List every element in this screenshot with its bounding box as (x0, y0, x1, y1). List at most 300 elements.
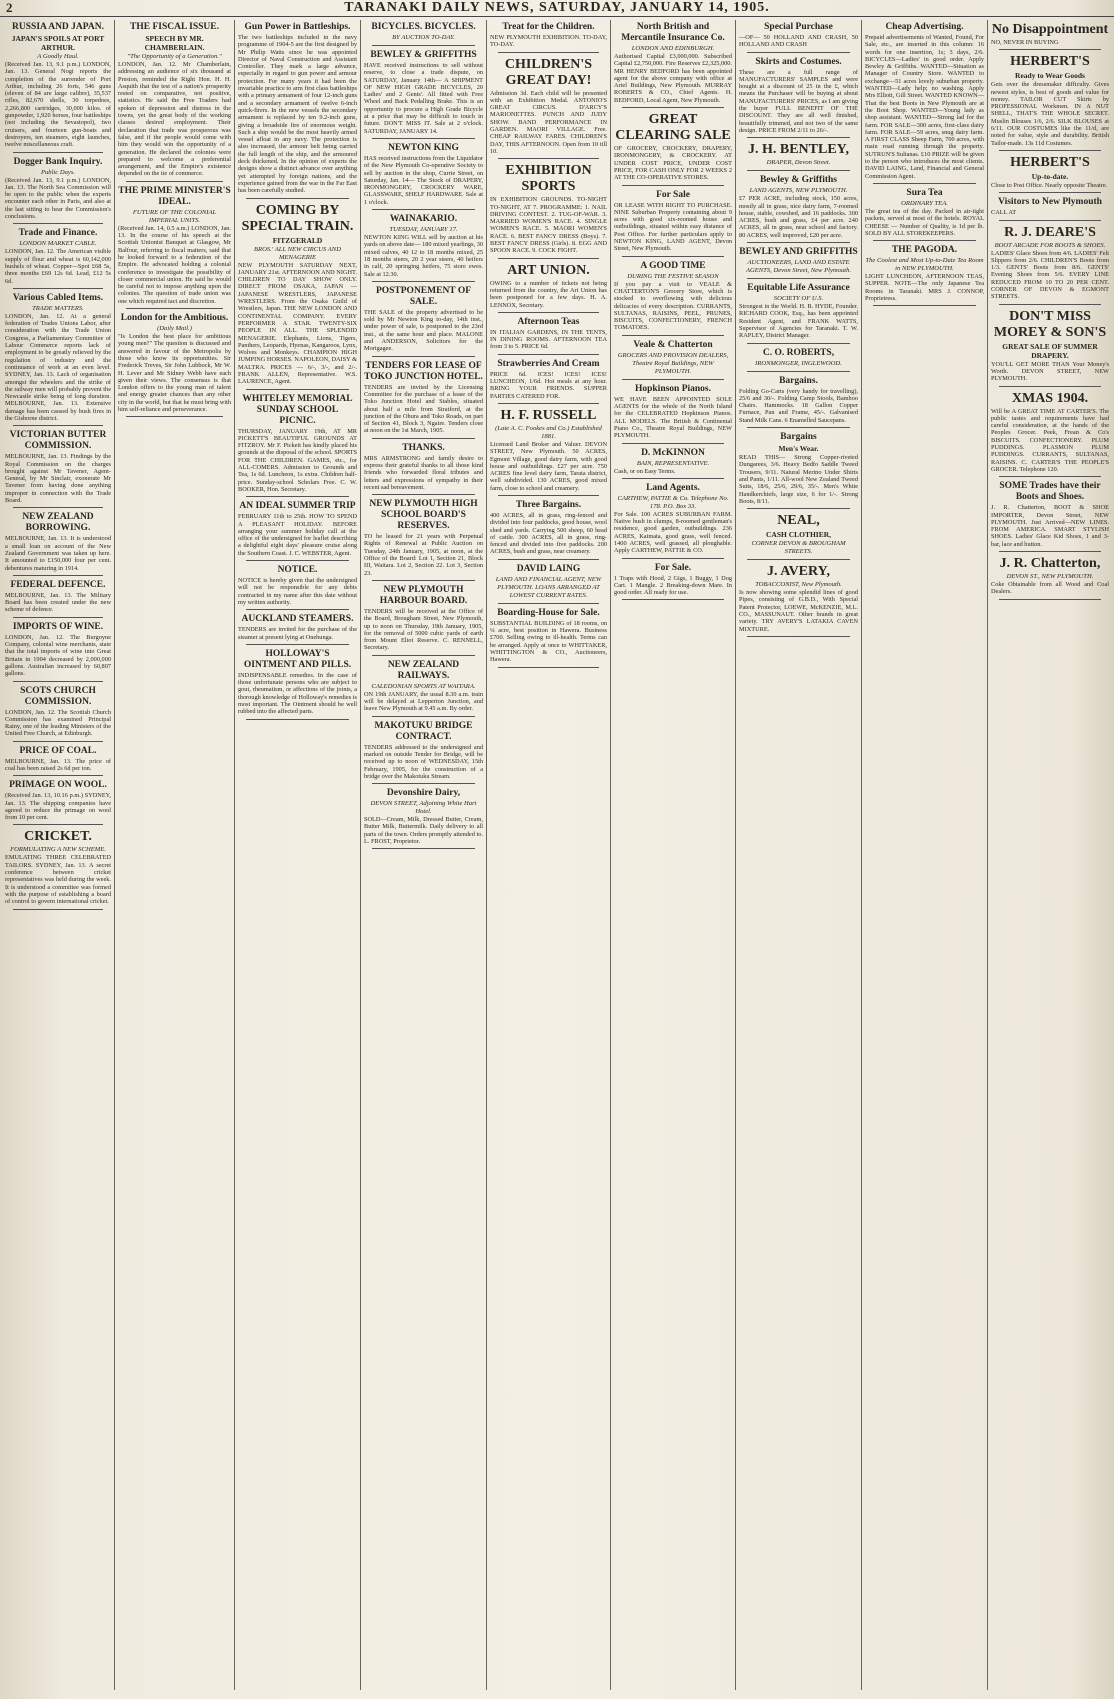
article-body: LADIES' Glace Shoes from 4/6. LADIES' Felt Slippers from 2/6. CHILDREN'S Boots from 1/3. GENTS' Boots from 8/6. GENTS' Evening Shoes from 5/6. EVERY LINE REDUCED FROM 10 TO 20 PER CENT. CORNER OF DEVON & EGMONT STREETS. (991, 249, 1109, 301)
column-rule (622, 379, 724, 380)
column-rule (246, 719, 349, 720)
article-body: 400 ACRES, all in grass, ring-fenced and divided into four paddocks, good house, wool shed and yards. Carrying 500 sheep, 60 head of cattle. 300 ACRES, all in grass, ring-fenced and divided into five paddocks. 200 ACRES, bush and grass, near creamery. (490, 511, 607, 556)
column-rule (498, 403, 599, 404)
article-heading: WHITELEY MEMORIAL SUNDAY SCHOOL PICNIC. (242, 393, 353, 426)
article-body: J. R. Chatterton, BOOT & SHOE IMPORTER, Devon Street, NEW PLYMOUTH. Just Arrived—NEW LINES. FROM AMERICA. SMART STYLISH SHOES. Ladies' Glace Kid Shoes, 1 and 3-bar, lace and button. (991, 504, 1109, 548)
column-rule (999, 150, 1101, 151)
column-rule (999, 49, 1101, 50)
article (364, 443, 483, 495)
article-heading: Land Agents. (646, 482, 700, 493)
article-body: Gets over the dressmaker difficulty. Gives newest styles, is best of goods and value for money. TAILOR CUT Skirts by PROFESSIONAL Workmen. IN A NUT SHELL, THAT'S THE WHOLE SECRET. Muslin Blouses 1/6, 2/6. SILK BLOUSES at 6/11. OUR COSTUMES like the 11/d, are noted for value, style and durability. British Tailor-made. 13s 11d Costumes. (991, 81, 1109, 147)
article-heading: Strawberries And Cream (497, 358, 600, 369)
article-subheading: CASH CLOTHIER, (765, 530, 831, 540)
article (364, 660, 483, 717)
article-body: FEBRUARY 11th to 25th. HOW TO SPEND A PLEASANT HOLIDAY. BEFORE arranging your summer holiday call at the office of the undersigned for leaflet describing a delightful eight days' pleasure cruise along the Southern Coast. J. C. WEBSTER, Agent. (238, 513, 357, 557)
article-heading: CHILDREN'S GREAT DAY! (504, 56, 593, 88)
column-rule (999, 192, 1101, 193)
article-kicker: DEVON ST., NEW PLYMOUTH. (1006, 572, 1094, 580)
masthead (0, 0, 1114, 17)
article-body: MELBOURNE, Jan. 13. Findings by the Royal Commission on the charges brought against Mr Tavener, Agent-General, by Mr Sinclair, exonerate Mr Tavener from having done anything improper in connection with the Trade Board. (5, 453, 111, 505)
article-heading: COMING BY SPECIAL TRAIN. (241, 202, 354, 234)
column-5 (487, 20, 611, 1690)
article-kicker: "The Opportunity of a Generation." (127, 53, 222, 60)
article (490, 317, 607, 355)
page-number: 2 (6, 0, 14, 15)
column-rule (246, 560, 349, 561)
article-heading: North British and Mercantile Insurance Co. (621, 22, 725, 43)
article (991, 197, 1109, 220)
column-rule (498, 354, 599, 355)
article-body: Cash, or on Easy Terms. (614, 467, 676, 475)
article-heading: NEW PLYMOUTH HARBOUR BOARD. (379, 584, 468, 606)
article (118, 186, 231, 309)
column-rule (372, 45, 475, 46)
article-kicker: TUESDAY, JANUARY 17. (389, 226, 458, 234)
article (739, 564, 858, 637)
column-rule (498, 258, 599, 259)
article-kicker: DEVON STREET, Adjoining White Hart Hotel. (370, 800, 477, 816)
article-heading: Equitable Life Assurance (747, 283, 850, 294)
article (238, 22, 357, 199)
article-heading: Three Bargains. (515, 499, 582, 510)
article (991, 481, 1109, 552)
article-heading: NOTICE. (277, 565, 318, 576)
article (364, 499, 483, 581)
column-rule (747, 52, 850, 53)
article (5, 228, 111, 288)
article-heading: HERBERT'S (1010, 154, 1090, 170)
article-body: ON 19th JANUARY, the usual 8.30 a.m. train will be delayed at Lepperton Junction, and leave New Plymouth at 9.45 a.m. By order. (364, 690, 483, 713)
column-rule (622, 443, 724, 444)
column-rule (13, 909, 103, 910)
article (364, 214, 483, 282)
article-heading: TENDERS FOR LEASE OF TOKO JUNCTION HOTEL. (364, 360, 483, 382)
article (5, 157, 111, 225)
article (5, 512, 111, 575)
article-heading: THE FISCAL ISSUE. (130, 22, 219, 32)
column-rule (498, 158, 599, 159)
article-body: "Is London the best place for ambitious young men?" The question is discussed and answered in favour of the Metropolis by those who know its opportunities. Sir Frederick Treves, Sir John Lubbock, Mr W. H. Lever and Mr Sidney Webb have each given their views. The consensus is that London offers to the young man of talent and energy greater chances than any other city in the world, but that he must bring with him self-reliance and perseverance. (118, 333, 231, 413)
article-heading: FEDERAL DEFENCE. (10, 579, 106, 590)
article (739, 348, 858, 372)
article-body: TENDERS are invited by the Licensing Committee for the purchase of a lease of the Toko Junction Hotel and Stables, situated about half a mile from Stratford, at the junction of the Ohura and Toko Roads, on part of Section 41, Block 3, Ngaire. Tenders close at noon on the 1st March, 1905. (364, 383, 483, 435)
article-heading: WAINAKARIO. (389, 214, 458, 225)
column-rule (999, 476, 1101, 477)
article-kicker: BROS.' ALL NEW CIRCUS AND MENAGERIE (254, 245, 341, 261)
article-body: HAVE received instructions to sell without reserve, to close a trade dispute, on SATURDAY, January 14th— A SHIPMENT OF NEW HIGH GRADE BICYCLES, 20 Ladies' and 2 Gents'. All fitted with Free Wheel and Back Pedalling Brake. This is an opportunity to procure a High Grade Bicycle at a price that may be difficult to touch in future. DON'T MISS IT. Sale at 2 o'clock. SATURDAY, JANUARY 14. (364, 62, 483, 135)
article-body: CALL AT (991, 209, 1017, 217)
column-rule (126, 308, 223, 309)
article-heading: Bargains. (779, 375, 818, 386)
article-body: (Received Jan. 13, 9.1 p.m.) LONDON, Jan. 13. The North Sea Commission will be open to the public when the experts encounter each other in Paris, and also at the last sitting to hear the Commission's conclusions. (5, 176, 111, 221)
article (614, 448, 732, 479)
column-rule (498, 52, 599, 53)
column-rule (747, 343, 850, 344)
column-rule (747, 137, 850, 138)
column-rule (622, 335, 724, 336)
column-6 (611, 20, 736, 1690)
article-body: PRICE 6d. ICES! ICES! ICES! LUNCHEON, 1/6d. Hot meals at any hour. BRING YOUR FRIENDS. SUPPER PARTIES CATERED FOR. (490, 370, 607, 400)
article-body: (Received Jan. 13, 9.1 p.m.) LONDON, Jan. 13. General Nogi reports the completion of the surrender of Port Arthur, including 26 forts, 546 guns (eleven of 84 are large calibre), 35,537 rifles, 82,670 shells, 30 torpedoes, 2,266,800 cartridges, 30,000 kilos. of gunpowder, 1,920 horses, four battleships (not including the Sevastopol), two cruisers, and fourteen gun-boats and destroyers, ten steamers, eight launches, twelve miscellaneous craft. (5, 61, 111, 149)
article (5, 746, 111, 777)
article-body: YOU'LL GET MORE THAN Your Money's Worth. DEVON STREET, NEW PLYMOUTH. (991, 360, 1109, 383)
article (5, 22, 111, 153)
article (991, 155, 1109, 193)
article-heading: NEW ZEALAND BORROWING. (22, 512, 94, 534)
article-heading: XMAS 1904. (1011, 390, 1089, 406)
article-heading: DON'T MISS MOREY & SON'S (993, 308, 1107, 340)
column-rule (747, 170, 850, 171)
column-rule (13, 824, 103, 825)
article-heading: Bargains (780, 432, 817, 443)
article-heading: For Sale (656, 189, 690, 200)
article-body: Admission 3d. Each child will be presented with an Exhibition Medal. ANTONIO'S GREAT CIRCUS. D'ARCY'S MARIONETTES. PUNCH AND JUDY SHOW. BAND PERFORMANCE IN GARDEN. MAORI VILLAGE. Free. CHEAP RAILWAY FARES. CHILDREN'S DAY, THIS AFTERNOON. Open from 10 till 10. (490, 89, 607, 155)
article-kicker: CARTHEW, PATTIE & Co. Telephone No. 178. P.O. Box 33. (617, 494, 729, 510)
article-heading: Veale & Chatterton (633, 339, 713, 350)
article-heading: J. R. Chatterton, (999, 555, 1101, 571)
article (614, 112, 732, 185)
column-rule (246, 389, 349, 390)
column-rule (498, 603, 599, 604)
article (865, 22, 984, 184)
article (739, 283, 858, 343)
article-body: EMULATING THREE CELEBRATED TAILORS. SYDNEY, Jan. 13. A secret conference between cricket representatives was held during the week. It is understood a committee was formed with the purpose of establishing a board of control to govern international cricket. (5, 854, 111, 906)
article-heading: London for the Ambitious. (120, 313, 229, 324)
column-rule (498, 559, 599, 560)
column-rule (126, 416, 223, 417)
column-rule (13, 617, 103, 618)
article-heading: THANKS. (402, 442, 445, 453)
article-heading: ART UNION. (507, 262, 590, 278)
article-heading: HOLLOWAY'S OINTMENT AND PILLS. (243, 648, 352, 670)
article-heading: Boarding-House for Sale. (497, 607, 600, 618)
article-subheading: FITZGERALD (272, 235, 323, 245)
column-rule (372, 356, 475, 357)
article-heading: THE PRIME MINISTER'S IDEAL. (118, 185, 231, 207)
column-rule (999, 386, 1101, 387)
article (364, 50, 483, 139)
article (5, 780, 111, 825)
article-kicker: BAIN, REPRESENTATIVE. (636, 459, 710, 467)
article-body: (Received Jan. 13, 10.16 p.m.) SYDNEY, Jan. 13. The shipping companies have agreed to reduce the primage on wool from 10 per cent. (5, 792, 111, 822)
article-body: OWING to a number of tickets not being returned from the country, the Art Union has been postponed for a few days. H. A. LENNOX, Secretary. (490, 279, 607, 309)
article (490, 564, 607, 604)
article-heading: Afternoon Teas (517, 316, 580, 327)
article-body: NEWTON KING WILL sell by auction at his yards on above date— 180 mixed yearlings, 30 mixed calves, 40 12 to 18 months mixed, 25 18 months steers, 20 2 year steers, 40 heifers in calf, 20 springing heifers, 75 store ewes. Sale at 12.30. (364, 234, 483, 278)
column-7 (736, 20, 862, 1690)
article-kicker: LAND AGENTS, NEW PLYMOUTH. (749, 187, 848, 195)
article-body: OR LEASE WITH RIGHT TO PURCHASE. NINE Suburban Property containing about 9 acres with good six-roomed house and outbuildings, situated within easy distance of Post Office. For further particulars apply to NEWTON KING, LAND AGENT, Devon Street, New Plymouth. (614, 201, 732, 253)
column-rule (498, 495, 599, 496)
column-rule (622, 599, 724, 600)
article-heading: CRICKET. (24, 829, 92, 845)
article-kicker: (Late A. C. Fookes and Co.) Established 1881. (495, 424, 602, 440)
column-rule (13, 741, 103, 742)
article-heading: J. AVERY, (767, 564, 830, 580)
article (364, 721, 483, 784)
column-rule (246, 496, 349, 497)
article-heading: Bewley & Griffiths (759, 175, 838, 186)
column-rule (13, 152, 103, 153)
article-kicker: CALEDONIAN SPORTS AT WAITARA. (371, 682, 476, 690)
article (118, 22, 231, 182)
article-kicker: BOOT ARCADE FOR BOOTS & SHOES. (994, 241, 1106, 249)
column-rule (498, 667, 599, 668)
article-heading: Trade and Finance. (18, 228, 98, 239)
article (5, 829, 111, 909)
article-kicker: LONDON AND EDINBURGH. (631, 45, 715, 52)
article-kicker: The Coolest and Most Up-to-Date Tea Room in NEW PLYMOUTH. (865, 257, 984, 273)
column-rule (747, 278, 850, 279)
article (739, 142, 858, 171)
article-body: LIGHT LUNCHEON, AFTERNOON TEAS, SUPPER. NOTE—The only Japanese Tea Rooms in Taranaki. MRS J. CONNOP, Proprietress. (865, 273, 984, 303)
article (614, 22, 732, 108)
article-body: MRS ARMSTRONG and family desire to express their grateful thanks to all those kind friends who forwarded floral tributes and letters and expressions of sympathy in their recent sad bereavement. (364, 454, 483, 491)
column-rule (372, 438, 475, 439)
column-rule (372, 138, 475, 139)
column-rule (873, 305, 976, 306)
article-heading: BEWLEY AND GRIFFITHS (739, 247, 858, 258)
article (364, 22, 483, 46)
article-kicker: LONDON MARKET CABLE. (19, 240, 97, 248)
article (364, 585, 483, 656)
article (739, 175, 858, 243)
article-body: SOLD—Cream, Milk, Dressed Butter, Cream, Butter Milk, Buttermilk. Daily delivery to all parts of the town. Orders promptly attended to. L. FROST, Proprietor. (364, 816, 483, 845)
column-rule (372, 494, 475, 495)
article-body: If you pay a visit to VEALE & CHATTERTON'S Grocery Store, which is stocked to overflowing with delicious delicacies of every description. CURRANTS, SULTANAS, RAISINS, PEEL, PRUNES, BISCUITS, CONFECTIONERY, FRENCH TOMATOES. (614, 280, 732, 332)
article (118, 313, 231, 417)
article-heading: No Disappointment (991, 22, 1109, 37)
column-rule (873, 183, 976, 184)
article (614, 340, 732, 380)
article (364, 286, 483, 357)
article-body: £7 PER ACRE, including stock, 150 acres, mostly all in grass, nice dairy farm, 7-roomed house, stable, cowshed, and 16 paddocks. 300 ACRES, bush and grass, £4 per acre. 240 ACRES, all in grass, near school and factory. 80 ACRES, well improved, £20 per acre. (739, 195, 858, 239)
article-heading: BICYCLES. BICYCLES. (371, 22, 476, 32)
column-rule (999, 304, 1101, 305)
article-heading: IMPORTS OF WINE. (12, 621, 104, 632)
column-rule (622, 256, 724, 257)
article-heading: A GOOD TIME (640, 260, 706, 271)
article-body: These are a full range of MANUFACTURERS' SAMPLES and were bought at a discount of 25 in the £, which means the Purchaser will be buying at about MANUFACTURERS' PRICES, as I am giving the buyer FULL BENEFIT OF THE DISCOUNT. They are all well finished, beautifully trimmed, and not two of the same design. PRICE FROM 2/11 to 26/-. (739, 68, 858, 134)
article-heading: DAVID LAING (516, 563, 581, 574)
article-heading: SCOTS CHURCH COMMISSION. (20, 685, 96, 707)
article (739, 247, 858, 279)
article-body: Coke Obtainable from all Wood and Coal Dealers. (991, 580, 1109, 596)
article-body: Authorised Capital £3,000,000. Subscribed Capital £2,750,000. Fire Reserves £2,325,000. MR HENRY BEDFORD has been appointed agent for the above company with office at Ariel Buildings, New Plymouth. MURRAY ROBERTS & CO., Chief Agents. H. BEDFORD, Local Agent, New Plymouth. (614, 53, 732, 104)
article-body: Folding Go-Carts (very handy for travelling), 25/6 and 30/-. Folding Camp Stools, Bamboo Chairs. Hammocks. 18 Gallon Copper Furnace, Pan and Frame, 45/-. Galvanised Stand Milk Cans. 6 Enamelled Saucepans. (739, 387, 858, 424)
article-kicker: (Daily Mail.) (157, 325, 192, 333)
article-kicker: AUCTIONEERS, LAND AND ESTATE AGENTS, Devon Street, New Plymouth. (745, 259, 852, 275)
column-rule (246, 198, 349, 199)
article-kicker: FUTURE OF THE COLONIAL IMPERIAL UNITS. (132, 208, 217, 224)
article-heading: AUCKLAND STEAMERS. (241, 614, 354, 625)
article (614, 190, 732, 257)
article-body: Is now showing some splendid lines of good Pipes, consisting of G.B.D., With Special Patent Protector, LOEWE, McKENZIE, M.L. CO., MASSUNAUT. Other brands in great variety. TRY AVERY'S LATAKIA CAVEN MIXTURE. (739, 589, 858, 633)
article-heading: NEW PLYMOUTH HIGH SCHOOL BOARD'S RESERVES. (369, 499, 478, 532)
column-rule (747, 371, 850, 372)
article-body: NOTICE is hereby given that the undersigned will not be responsible for any debts contracted in my name after this date without my written authority. (238, 577, 357, 606)
article (490, 608, 607, 668)
column-3 (235, 20, 361, 1690)
column-rule (372, 716, 475, 717)
column-rule (622, 478, 724, 479)
article-body: THURSDAY, JANUARY 19th, AT MR PICKETT'S BEAUTIFUL GROUNDS AT FITZROY. Mr F. Pickett has kindly placed his grounds at the disposal of the school. SPORTS FOR THE CHILDREN. GAMES, etc., for ALL-COMERS. Admission to Grounds and Tea, 1s 6d. Luncheon, 1s extra. Children half-price. Sunday-school Scholars Free. C. W. BOOKER, Hon. Secretary. (238, 427, 357, 493)
article (739, 513, 858, 560)
article-kicker: Public Days. (40, 168, 76, 176)
article (490, 163, 607, 258)
article-kicker: LAND AND FINANCIAL AGENT, NEW PLYMOUTH. LOANS ARRANGED AT LOWEST CURRENT RATES. (495, 575, 602, 599)
article (238, 501, 357, 561)
article-body: For Sale. 100 ACRES SUBURBAN FARM. Native bush in clumps, 8-roomed gentleman's residence, good garden, outbuildings. 236 ACRES, Kaimata, good grass, well fenced. 1400 ACRES, well grassed, all ploughable. Apply CARTHEW, PATTIE & CO. (614, 510, 732, 555)
column-1 (2, 20, 115, 1690)
article (991, 391, 1109, 478)
article-kicker: ORDINARY TEA. (901, 199, 948, 207)
article-body: SUBSTANTIAL BUILDING of 18 rooms, on ¼ acre, best position in Hawera. Business £700. Selling owing to ill-health. Terms can be arranged. Apply at once to WHITTAKER, WHITTINGTON & CO., Auctioneers, Hawera. (490, 619, 607, 664)
article-heading: THE PAGODA. (891, 245, 958, 256)
article-body: Close to Post Office. Nearly opposite Theatre. (991, 181, 1108, 189)
column-rule (13, 288, 103, 289)
article-kicker: TOBACCONIST, New Plymouth. (755, 581, 842, 589)
column-rule (747, 559, 850, 560)
article (364, 361, 483, 439)
column-9 (988, 20, 1112, 1690)
article-heading: AN IDEAL SUMMER TRIP (239, 501, 356, 512)
article-heading: Visitors to New Plymouth (998, 197, 1102, 208)
column-rule (747, 242, 850, 243)
article (238, 394, 357, 498)
article-heading: PRICE OF COAL. (19, 745, 97, 756)
article-body: IN ITALIAN GARDENS, IN THE TENTS, IN DINING ROOMS. AFTERNOON TEA from 3 to 5. PRICE 6d. (490, 328, 607, 351)
article-kicker: SOCIETY OF U.S. (773, 295, 824, 303)
article-body: IN EXHIBITION GROUNDS. TO-NIGHT TO-NIGHT, AT 7. PROGRAMME: 1. NAIL DRIVING CONTEST. 2. TUG-OF-WAR. 3. MARRIED WOMEN'S RACE. 4. SINGLE WOMEN'S RACE. 5. MAORI WOMEN'S RACE. 6. BEST FANCY DRESS (Boys). 7. BEST FANCY DRESS (Girls). 8. EGG AND SPOON RACE. 9. COCK FIGHT. (490, 196, 607, 255)
article-body: —OF— 50 HOLLAND AND CRASH, 50 HOLLAND AND CRASH (739, 34, 858, 49)
article-heading: J. H. BENTLEY, (747, 142, 849, 158)
article-body: TO be leased for 21 years with Perpetual Rights of Renewal at Public Auction on Tuesday, 24th January, 1905, at noon, at the Office of the Board: Lot 1, Section 21, Block III, Waitara. Lot 2, Section 22. Lot 3, Section 23. (364, 533, 483, 577)
article-body: TENDERS addressed to the undersigned and marked on outside Tender for Bridge, will be received up to noon of WEDNESDAY, 15th February, 1905, for the construction of a bridge over the Makotuku Stream. (364, 743, 483, 780)
article-heading: C. O. ROBERTS, (762, 347, 835, 358)
article (364, 143, 483, 210)
article-body: NO, NEVER IN BUYING (991, 39, 1059, 46)
article-body: HAS received instructions from the Liquidator of the New Plymouth Co-operative Society to sell by auction in the shop, Currie Street, on Saturday, Jan. 14— The Stock of DRAPERY, IRONMONGERY, CROCKERY WARE, GLASSWARE, SHELF HARDWARE. Sale at 1 o'clock. (364, 154, 483, 206)
article-heading: H. F. RUSSELL (500, 407, 597, 423)
article-subheading: Men's Wear. (778, 444, 819, 454)
article-body: LONDON, Jan. 12. At a general federation of Trades Unions Labor, after consideration with the Trade Union Congress, a Parliamentary Committee of Labour Commerce reports lack of employment to be greatly relieved by the regulation of industry and the continuance of work at an even level. SYDNEY, Jan. 13. Lack of organisation amongst the wheelers and the strike of the railway men will probably prevent the Newcastle strike being of long duration. MELBOURNE, Jan. 13. Extensive damage has been caused by bush fires in the Gisborne district. (5, 312, 111, 422)
article (238, 203, 357, 390)
article-body: NEW PLYMOUTH EXHIBITION. TO-DAY, TO-DAY. (490, 34, 607, 49)
article-heading: Devonshire Dairy, (386, 788, 461, 799)
column-rule (372, 580, 475, 581)
article-body: (Received Jan. 14, 0.5 a.m.) LONDON, Jan. 13. In the course of his speech at the Scottish Unionist Banquet at Glasgow, Mr Balfour, referring to fiscal matters, said that he looked forward to a federation of the Empire. He advocated holding a colonial conference to investigate the possibility of closer commercial union. He said he would be careful not to impose anything upon the colonies. The question of trade union was one which required tact and discretion. (118, 224, 231, 305)
article-body: Strongest in the World. H. B. HYDE, Founder. RICHARD COOK, Esq., has been appointed Resident Agent, and FRANK WATTS, Supervisor of Agencies for Taranaki. T. W. RAPLEY, District Manager. (739, 303, 858, 340)
article-heading: POSTPONEMENT OF SALE. (375, 285, 472, 307)
column-rule (13, 775, 103, 776)
article-body: Licensed Land Broker and Valuer. DEVON STREET, New Plymouth. 50 ACRES, Egmont Village, good dairy farm, with good house and outbuildings. £27 per acre. 750 ACRES fine level dairy farm, Tarata district, well subdivided. 130 ACRES, good mixed farm, close to school and creamery. (490, 440, 607, 492)
column-rule (999, 220, 1101, 221)
article-heading: RUSSIA AND JAPAN. (12, 22, 104, 32)
article-body: Will be A GREAT TIME AT CARTER'S. The public tastes and requirements have had careful consideration, at the hands of the Peoples Grocer. Peek, Frean & Co's BISCUITS. CONFECTIONERY. PLUM PUDDINGS. PLASMON PLUM PUDDINGS. CURRANTS, SULTANAS, RAISINS. C. CARTER'S THE PEOPLE'S GROCER. Telephone 120. (991, 407, 1109, 473)
article (490, 408, 607, 496)
article-body: 1 Traps with Hood, 2 Gigs, 1 Buggy, 1 Dog Cart. 1 Mangle. 2 Breaking-down Mare. In good order. All ready for use. (614, 574, 732, 597)
article-kicker: FORMULATING A NEW SCHEME. (10, 846, 106, 854)
article-body: NEW PLYMOUTH SATURDAY NEXT, JANUARY 21st. AFTERNOON AND NIGHT. CHILDREN TO DAY SHOW ONLY. DIRECT FROM OSAKA, JAPAN — JAPANESE WRESTLERS, JAPANESE WRESTLERS. From the Osaka Guild of Wrestlers, Japan. THE NEW LONDON AND CONTINENTAL COMPANY. EVERY PERFORMER A STAR. TWENTY-SIX PEOPLE IN ALL. THE SPLENDID MENAGERIE. Elephants, Lions, Tigers, Panthers, Leopards, Hyenas, Kangaroos, Lynx, Wolves and Monkeys. CHAMPION HIGH JUMPING HORSES. NAPOLEON, DAISY & MALTRA. PRICES — 6/-, 3/-, and 2/-. FRANK ALLEN, Representative. W.S. LAURENCE, Agent. (238, 261, 357, 386)
article (991, 556, 1109, 600)
article (991, 54, 1109, 151)
article (991, 225, 1109, 305)
article (490, 500, 607, 560)
article-body: READ THIS— Strong Copper-riveted Dungarees, 3/6. Heavy Bedfo Saddle Tweed Trousers, 9/11. Natural Merino Under Shirts and Pants, 1/11. All-wool New Zealand Tweed Suits, 18/6, 25/6, 29/6, 35/-. Men's White Handkerchiefs, large size, 6 for 1/-. Strong Boots, 8/11. (739, 454, 858, 505)
article (614, 483, 732, 559)
article-body: MELBOURNE, Jan. 13. The Military Board has been created under the new scheme of defence. (5, 591, 111, 614)
article-kicker: IRONMONGER, INGLEWOOD. (755, 359, 842, 367)
article-body: TENDERS are invited for the purchase of the steamer at present lying at Onehunga. (238, 626, 357, 641)
column-rule (999, 599, 1101, 600)
article-heading: GREAT CLEARING SALE (615, 112, 731, 144)
article-heading: Dogger Bank Inquiry. (13, 156, 103, 167)
article (614, 563, 732, 601)
article-heading: HERBERT'S (1010, 54, 1090, 70)
article-heading: Special Purchase (764, 22, 833, 32)
article-heading: BEWLEY & GRIFFITHS (370, 50, 477, 60)
article-body: TENDERS will be received at the Office of the Board, Brougham Street, New Plymouth, up to noon on Thursday, 19th January, 1905, for the removal of 5000 cubic yards of earth from Mount Eliot Reserve. C. RENNELL, Secretary. (364, 607, 483, 652)
column-rule (873, 240, 976, 241)
column-rule (747, 427, 850, 428)
article-kicker: DURING THE FESTIVE SEASON (627, 272, 719, 280)
article-body: The two battleships included in the navy programme of 1904-5 are the first designed by Mr Philip Watts since he was appointed Director of Naval Construction and Assistant Controller. They mark a large advance, especially in regard to gun power and armour protection. For many years it had been the invariable practice to arm first class battleships with a primary armament of four 12-inch guns and a secondary armament of twelve 6-inch quick-firers. In the new vessels the secondary armament is replaced by ten 9.2-inch guns, giving a broadside fire of enormous weight. Such a ship would be the most heavily armed vessel afloat in any navy. The protection is also increased, the armour belt being carried the full length of the ship, and the armoured deck thickened. In the opinion of experts the designs show a distinct advance over anything yet attempted by foreign nations, and the experience gained from the war in the Far East has been carefully studied. (238, 34, 357, 195)
column-rule (13, 681, 103, 682)
column-rule (747, 508, 850, 509)
column-rule (372, 209, 475, 210)
column-rule (13, 507, 103, 508)
article-heading: Hopkinson Pianos. (634, 383, 712, 394)
article-body: LONDON, Jan. 12. The Scottish Church Commission has examined Principal Rainy, one of the leading Ministers of the United Free Church, at Edinburgh. (5, 708, 111, 738)
article-kicker: GROCERS AND PROVISION DEALERS, Theatre Royal Buildings, NEW PLYMOUTH. (617, 351, 729, 375)
article (364, 788, 483, 849)
article (865, 245, 984, 306)
article-heading: NEW ZEALAND RAILWAYS. (387, 659, 460, 681)
article-body: Prepaid advertisements of Wanted, Found, For Sale, etc., are inserted in this column: 16 words for one insertion, 1s; 3 days, 2/6. BICYCLES—Ladies' in good order. Apply Bewley & Griffiths. WANTED—Situation as Manager of Country Store. WANTED to exchange—51 acres lovely suburban property. WANTED—Lady help; no washing. Apply Mrs Elliott, Gill Street. WANTED KNOWN—That the best Boots in New Plymouth are at the Boot Shop. WANTED—Young lady as shop assistant. WANTED—Strong lad for the farm. FOR SALE—300 acres, first-class dairy farm. FOR SALE—59 acres, snug dairy farm. A FIRST CLASS Sheep Farm, 700 acres, with main road running through the property. SUTRUN'S Sultanas. £10 PRIZE will be given to the person who introduces the most clients. DAVID LAING, Land, Financial and General Commission Agent. (865, 34, 984, 180)
article (238, 649, 357, 720)
article-body: MELBOURNE, Jan. 13. It is understood a small loan on account of the New Zealand Government was taken up here. It amounted to £150,000 four per cent. debentures maturing in 1914. (5, 535, 111, 572)
article-heading: R. J. DEARE'S (1004, 224, 1096, 240)
column-rule (622, 185, 724, 186)
article (614, 384, 732, 444)
article-heading: NEAL, (777, 513, 820, 529)
article-heading: NEWTON KING (388, 142, 459, 153)
article-body: MELBOURNE, Jan. 13. The price of coal has been raised 2s 6d per ton. (5, 757, 111, 772)
article (238, 614, 357, 645)
article-subheading: GREAT SALE OF SUMMER DRAPERY. (1002, 341, 1098, 360)
column-2 (115, 20, 235, 1690)
article-kicker: TRADE MATTERS. (32, 304, 84, 312)
article-kicker: BY AUCTION TO-DAY. (392, 34, 455, 41)
article-body: INDISPENSABLE remedies. In the case of those unfortunate persons who are subject to gout, rheumatism, or affections of the joints, a thorough knowledge of Holloway's remedies is most important. The Ointment should be well rubbed into the affected parts. (238, 671, 357, 716)
article (991, 309, 1109, 387)
column-rule (372, 848, 475, 849)
article-heading: D. McKINNON (641, 447, 705, 458)
article-heading: EXHIBITION SPORTS (505, 163, 592, 195)
article-subheading: Up-to-date. (1031, 171, 1069, 181)
column-rule (13, 575, 103, 576)
newspaper-title: TARANAKI DAILY NEWS, SATURDAY, JANUARY 14, 1905. (344, 0, 770, 15)
article (490, 22, 607, 53)
article-subheading: JAPAN'S SPOILS AT PORT ARTHUR. (11, 34, 105, 52)
article-kicker: DRAPER, Devon Street. (766, 159, 831, 167)
article (865, 188, 984, 241)
article (5, 686, 111, 742)
article-heading: Gun Power in Battleships. (244, 22, 351, 32)
column-rule (372, 281, 475, 282)
column-rule (13, 223, 103, 224)
